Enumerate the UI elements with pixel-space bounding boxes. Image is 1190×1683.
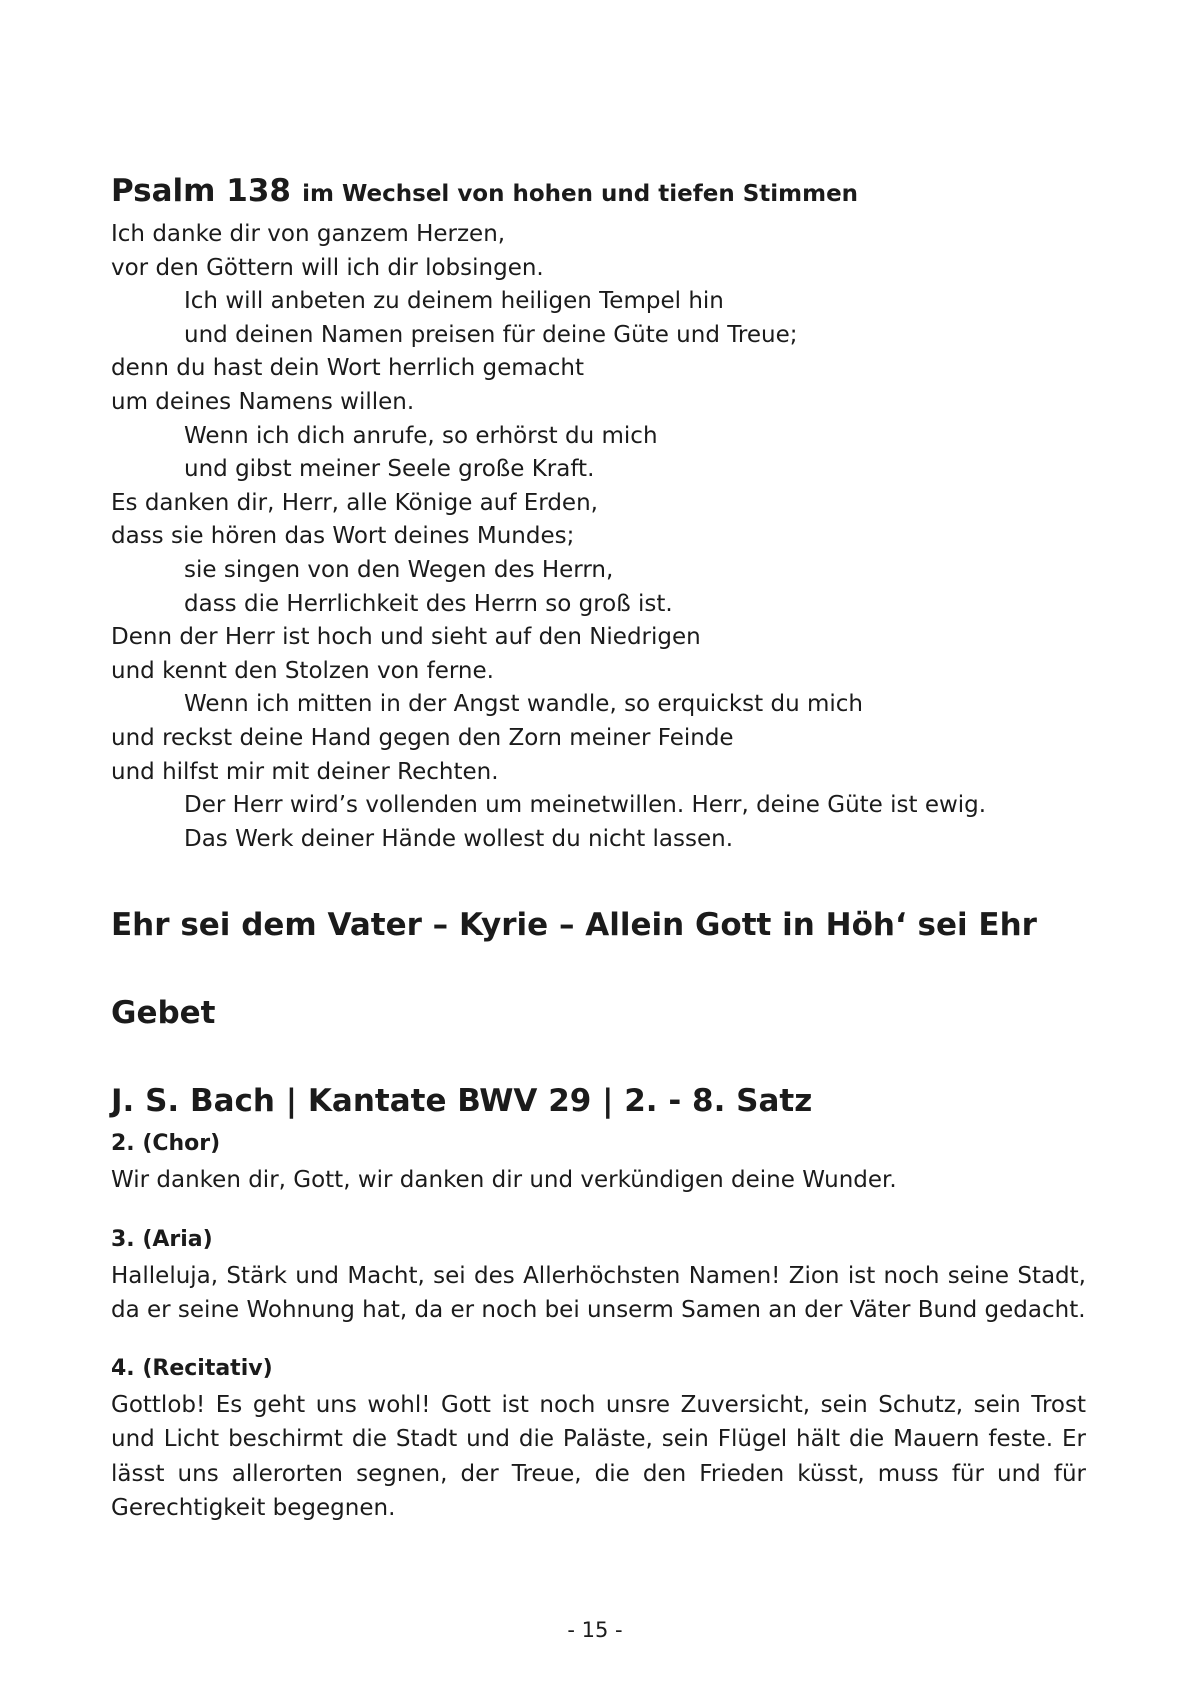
psalm-line: vor den Göttern will ich dir lobsingen. <box>111 254 544 281</box>
psalm-line: Ich danke dir von ganzem Herzen, <box>111 221 506 247</box>
page-number: - 15 - <box>567 1618 623 1642</box>
movement-text-recitativ: Gottlob! Es geht uns wohl! Gott ist noch unsre Zuversicht, sein Schutz, sein Trost und Licht beschirmt die Stadt und die Paläste, sein Flügel hält die Mauern feste. Er lässt uns allerorten segnen, der Treue, die den Frieden küsst, muss für und für Gerechtigkeit begegnen. <box>111 1391 1086 1522</box>
psalm-line: dass die Herrlichkeit des Herrn so groß ist. <box>184 590 673 617</box>
psalm-line: um deines Namens willen. <box>111 388 415 415</box>
psalm-line: und hilfst mir mit deiner Rechten. <box>111 758 499 785</box>
psalm-line: und deinen Namen preisen für deine Güte und Treue; <box>184 321 798 348</box>
psalm-line: und gibst meiner Seele große Kraft. <box>184 456 595 483</box>
movement-title-chor: 2. (Chor) <box>111 1131 221 1157</box>
psalm-line: Es danken dir, Herr, alle Könige auf Erden, <box>111 489 598 516</box>
psalm-subtitle: im Wechsel von hohen und tiefen Stimmen <box>302 181 859 207</box>
section-heading-bach: J. S. Bach | Kantate BWV 29 | 2. - 8. Satz <box>111 1083 813 1120</box>
psalm-line: Der Herr wird’s vollenden um meinetwillen. Herr, deine Güte ist ewig. <box>184 792 987 819</box>
movement-title-aria: 3. (Aria) <box>111 1226 213 1252</box>
psalm-line: und reckst deine Hand gegen den Zorn meiner Feinde <box>111 724 734 751</box>
psalm-title: Psalm 138 <box>111 173 291 209</box>
psalm-line: sie singen von den Wegen des Herrn, <box>184 556 614 583</box>
movement-text-aria: Halleluja, Stärk und Macht, sei des Allerhöchsten Namen! Zion ist noch seine Stadt, da er seine Wohnung hat, da er noch bei unserm Samen an der Väter Bund gedacht. <box>111 1262 1086 1324</box>
psalm-line: Das Werk deiner Hände wollest du nicht lassen. <box>184 825 734 852</box>
section-heading-gebet: Gebet <box>111 995 216 1032</box>
psalm-line: dass sie hören das Wort deines Mundes; <box>111 523 575 550</box>
psalm-line: denn du hast dein Wort herrlich gemacht <box>111 355 585 382</box>
movement-title-recitativ: 4. (Recitativ) <box>111 1355 273 1381</box>
psalm-line: Ich will anbeten zu deinem heiligen Tempel hin <box>184 288 724 315</box>
psalm-heading <box>111 170 1086 214</box>
document-page <box>111 170 1086 1526</box>
movement-text-chor: Wir danken dir, Gott, wir danken dir und verkündigen deine Wunder. <box>111 1167 897 1194</box>
psalm-line: Wenn ich mitten in der Angst wandle, so erquickst du mich <box>184 691 863 718</box>
psalm-line: Wenn ich dich anrufe, so erhörst du mich <box>184 422 658 449</box>
psalm-line: und kennt den Stolzen von ferne. <box>111 657 494 684</box>
section-heading-ehr: Ehr sei dem Vater – Kyrie – Allein Gott in Höh‘ sei Ehr <box>111 907 1037 944</box>
psalm-line: Denn der Herr ist hoch und sieht auf den Niedrigen <box>111 624 701 651</box>
psalm-text <box>111 218 1086 856</box>
